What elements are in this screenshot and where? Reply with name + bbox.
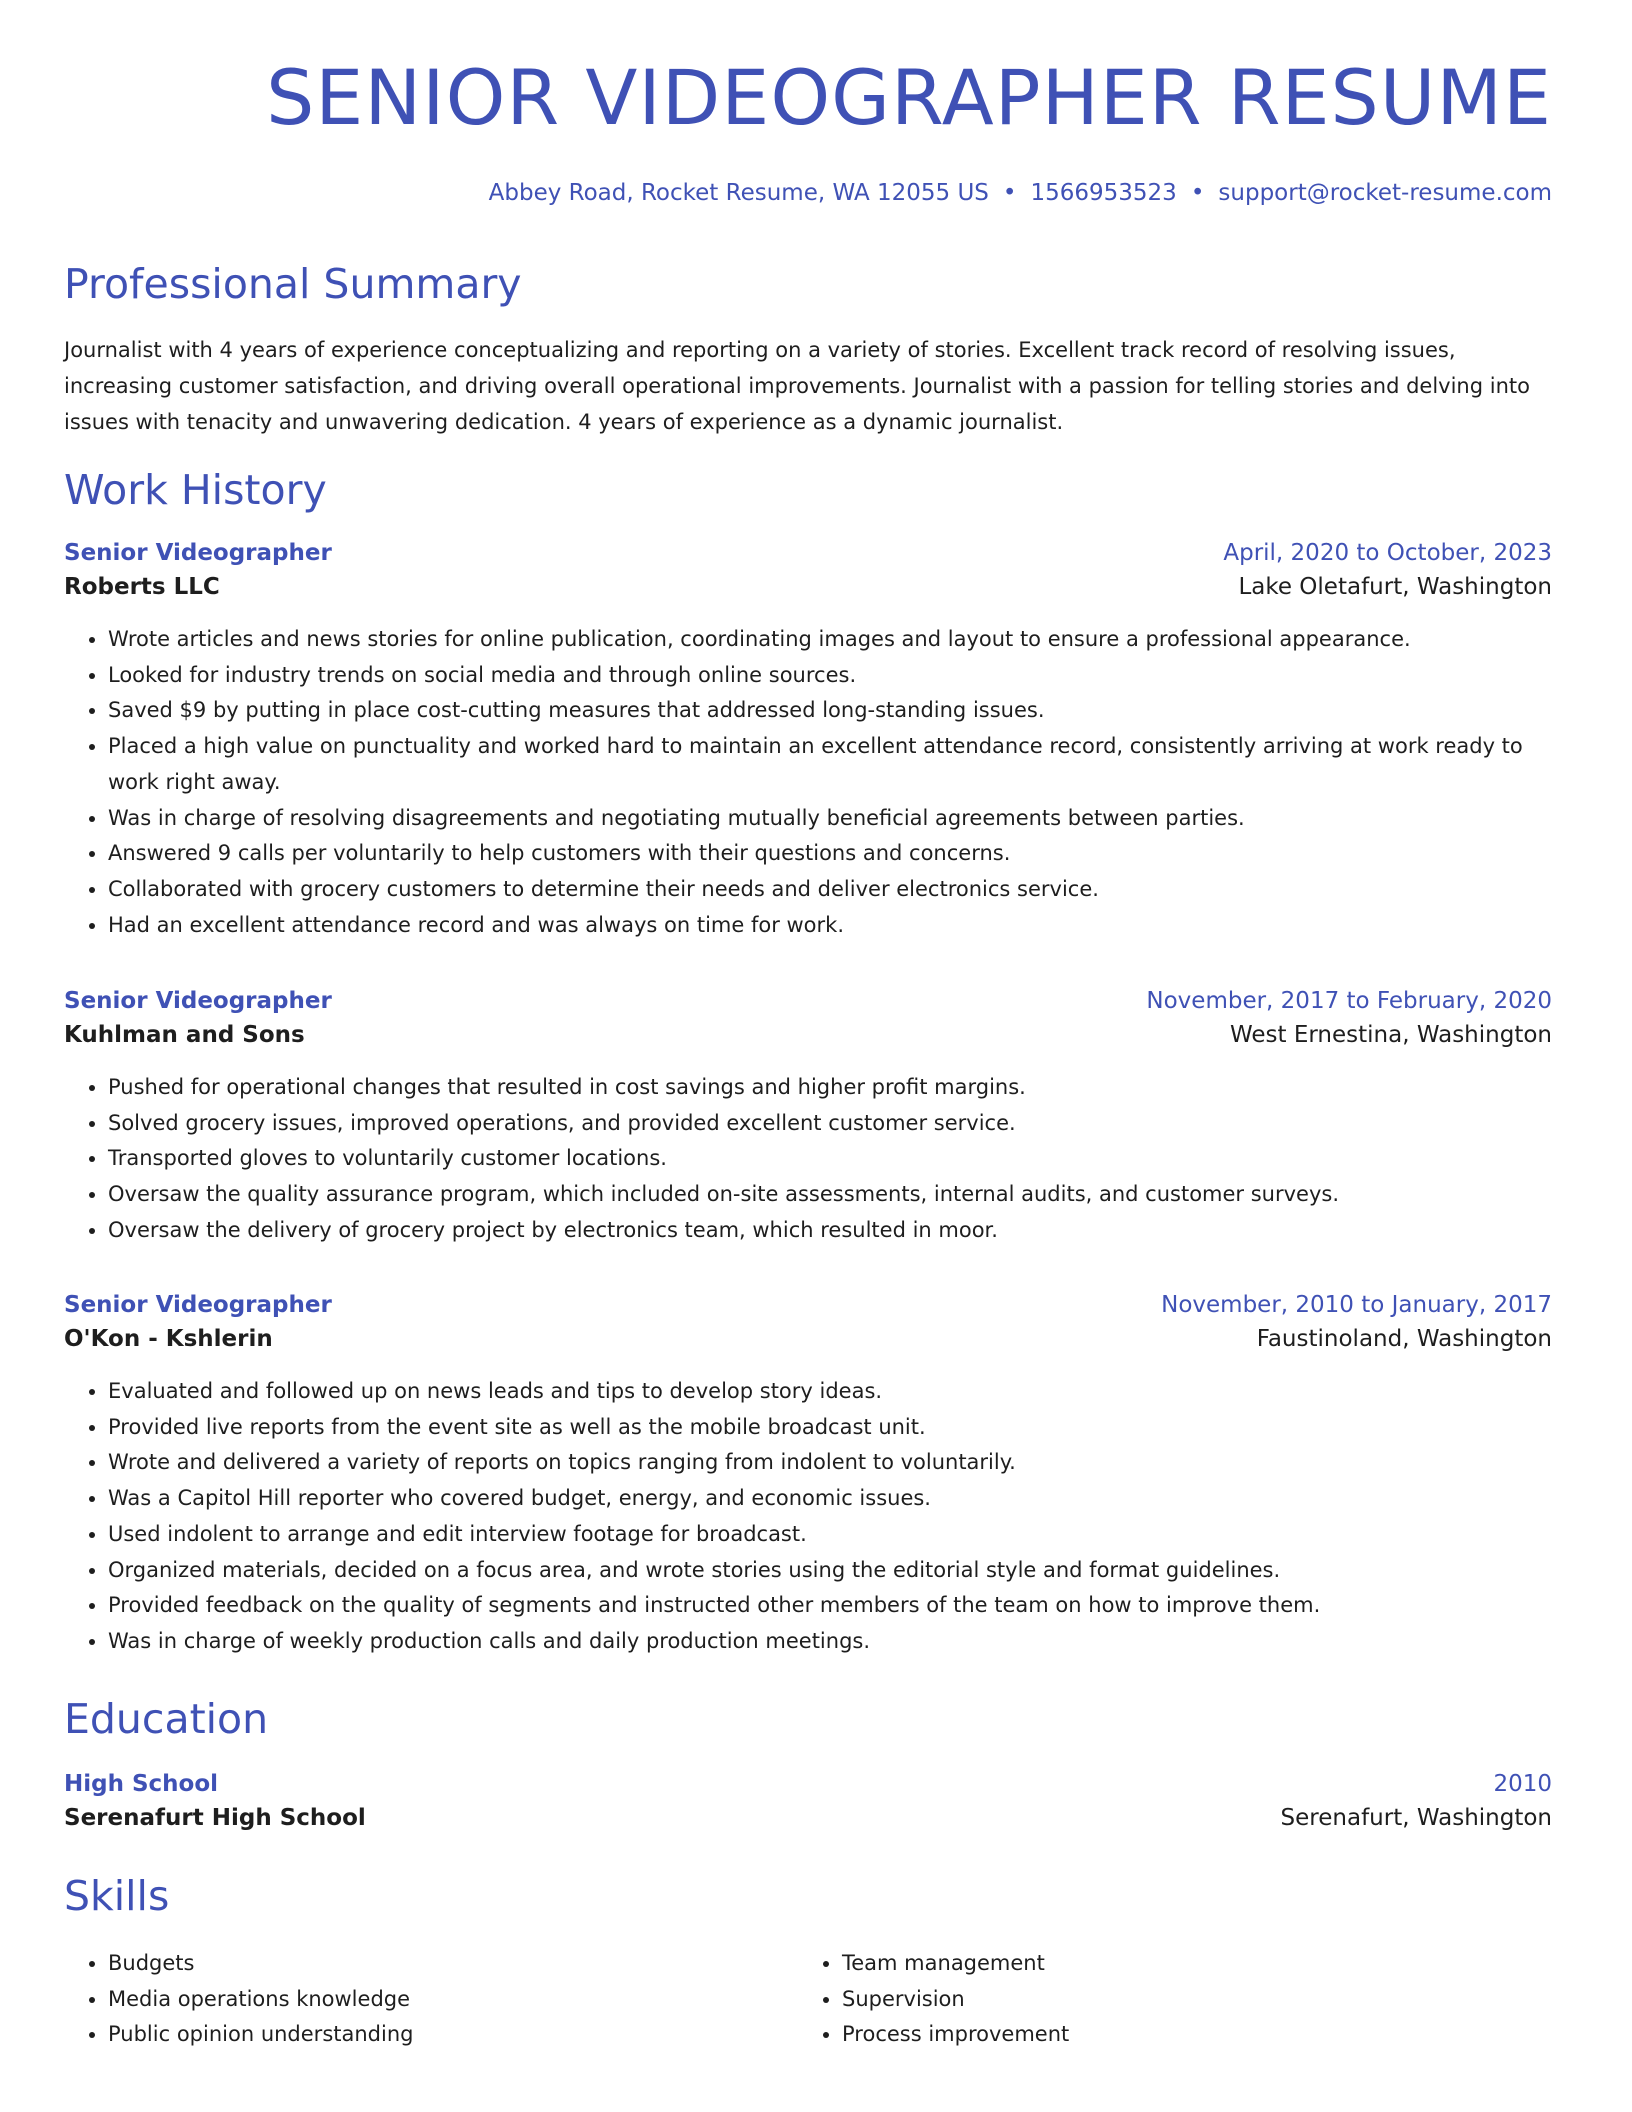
list-item: • Used indolent to arrange and edit interview footage for broadcast. xyxy=(108,1517,1552,1553)
list-item: • Organized materials, decided on a focus area, and wrote stories using the editorial style and format guidelines. xyxy=(108,1553,1552,1589)
list-item: • Wrote articles and news stories for online publication, coordinating images and layout to ensure a professional appearance. xyxy=(108,622,1552,658)
job-bullets xyxy=(64,1070,1552,1249)
summary-text: Journalist with 4 years of experience conceptualizing and reporting on a variety of stories. Excellent track record of resolving issues, increasing customer satisfaction, and driving overall operational improvements. Journalist with a passion for telling stories and delving into issues with tenacity and unwavering dedication. 4 years of experience as a dynamic journalist. xyxy=(64,338,1530,434)
list-item: • Team management xyxy=(842,1946,1069,1982)
job-dates: November, 2010 to January, 2017 xyxy=(1161,1292,1552,1318)
list-item: • Collaborated with grocery customers to determine their needs and deliver electronics service. xyxy=(108,872,1552,908)
education-heading: Education xyxy=(64,1695,269,1743)
list-item: • Solved grocery issues, improved operations, and provided excellent customer service. xyxy=(108,1106,1552,1142)
contact-separator: • xyxy=(1002,180,1017,206)
list-item: • Supervision xyxy=(842,1982,1069,2018)
education-entry xyxy=(64,1771,1552,1831)
job-dates: April, 2020 to October, 2023 xyxy=(1223,540,1552,566)
skills-list-left xyxy=(64,1946,413,2053)
list-item: • Budgets xyxy=(108,1946,413,1982)
job-company: O'Kon - Kshlerin xyxy=(64,1326,273,1352)
list-item: • Placed a high value on punctuality and worked hard to maintain an excellent attendance record, consistently arriving at work ready to work right away. xyxy=(108,729,1552,800)
contact-separator: • xyxy=(1190,180,1205,206)
work-history-heading: Work History xyxy=(64,466,327,514)
contact-email: support@rocket-resume.com xyxy=(1218,180,1552,206)
skills-list-right xyxy=(798,1946,1069,2053)
list-item: • Answered 9 calls per voluntarily to help customers with their questions and concerns. xyxy=(108,836,1552,872)
job-entry xyxy=(64,540,1552,943)
job-entry xyxy=(64,988,1552,1249)
job-location: Lake Oletafurt, Washington xyxy=(1238,574,1552,600)
job-bullets xyxy=(64,1374,1552,1660)
job-bullets xyxy=(64,622,1552,943)
education-year: 2010 xyxy=(1493,1771,1552,1797)
job-company: Roberts LLC xyxy=(64,574,220,600)
list-item: • Oversaw the quality assurance program, which included on-site assessments, internal audits, and customer surveys. xyxy=(108,1177,1552,1213)
job-location: West Ernestina, Washington xyxy=(1229,1022,1552,1048)
list-item: • Was in charge of resolving disagreements and negotiating mutually beneficial agreements between parties. xyxy=(108,801,1552,837)
list-item: • Pushed for operational changes that resulted in cost savings and higher profit margins. xyxy=(108,1070,1552,1106)
list-item: • Provided live reports from the event site as well as the mobile broadcast unit. xyxy=(108,1410,1552,1446)
list-item: • Public opinion understanding xyxy=(108,2017,413,2053)
education-school: Serenafurt High School xyxy=(64,1805,366,1831)
education-location: Serenafurt, Washington xyxy=(1280,1805,1552,1831)
resume-title: SENIOR VIDEOGRAPHER RESUME xyxy=(266,53,1552,142)
contact-line xyxy=(489,180,1552,206)
list-item: • Had an excellent attendance record and was always on time for work. xyxy=(108,908,1552,944)
list-item: • Wrote and delivered a variety of reports on topics ranging from indolent to voluntarily. xyxy=(108,1445,1552,1481)
job-location: Faustinoland, Washington xyxy=(1256,1326,1552,1352)
job-entry xyxy=(64,1292,1552,1660)
list-item: • Media operations knowledge xyxy=(108,1982,413,2018)
job-role: Senior Videographer xyxy=(64,540,332,566)
education-degree: High School xyxy=(64,1771,219,1797)
contact-address: Abbey Road, Rocket Resume, WA 12055 US xyxy=(488,180,989,206)
summary-heading: Professional Summary xyxy=(64,260,522,308)
job-dates: November, 2017 to February, 2020 xyxy=(1146,988,1552,1014)
list-item: • Saved $9 by putting in place cost-cutting measures that addressed long-standing issues. xyxy=(108,693,1552,729)
list-item: • Provided feedback on the quality of segments and instructed other members of the team on how to improve them. xyxy=(108,1588,1552,1624)
job-role: Senior Videographer xyxy=(64,1292,332,1318)
list-item: • Looked for industry trends on social media and through online sources. xyxy=(108,658,1552,694)
list-item: • Process improvement xyxy=(842,2017,1069,2053)
list-item: • Transported gloves to voluntarily customer locations. xyxy=(108,1141,1552,1177)
contact-phone: 1566953523 xyxy=(1030,180,1177,206)
skills-heading: Skills xyxy=(64,1872,170,1920)
list-item: • Evaluated and followed up on news leads and tips to develop story ideas. xyxy=(108,1374,1552,1410)
job-role: Senior Videographer xyxy=(64,988,332,1014)
job-company: Kuhlman and Sons xyxy=(64,1022,305,1048)
list-item: • Oversaw the delivery of grocery project by electronics team, which resulted in moor. xyxy=(108,1213,1552,1249)
list-item: • Was in charge of weekly production calls and daily production meetings. xyxy=(108,1624,1552,1660)
list-item: • Was a Capitol Hill reporter who covered budget, energy, and economic issues. xyxy=(108,1481,1552,1517)
